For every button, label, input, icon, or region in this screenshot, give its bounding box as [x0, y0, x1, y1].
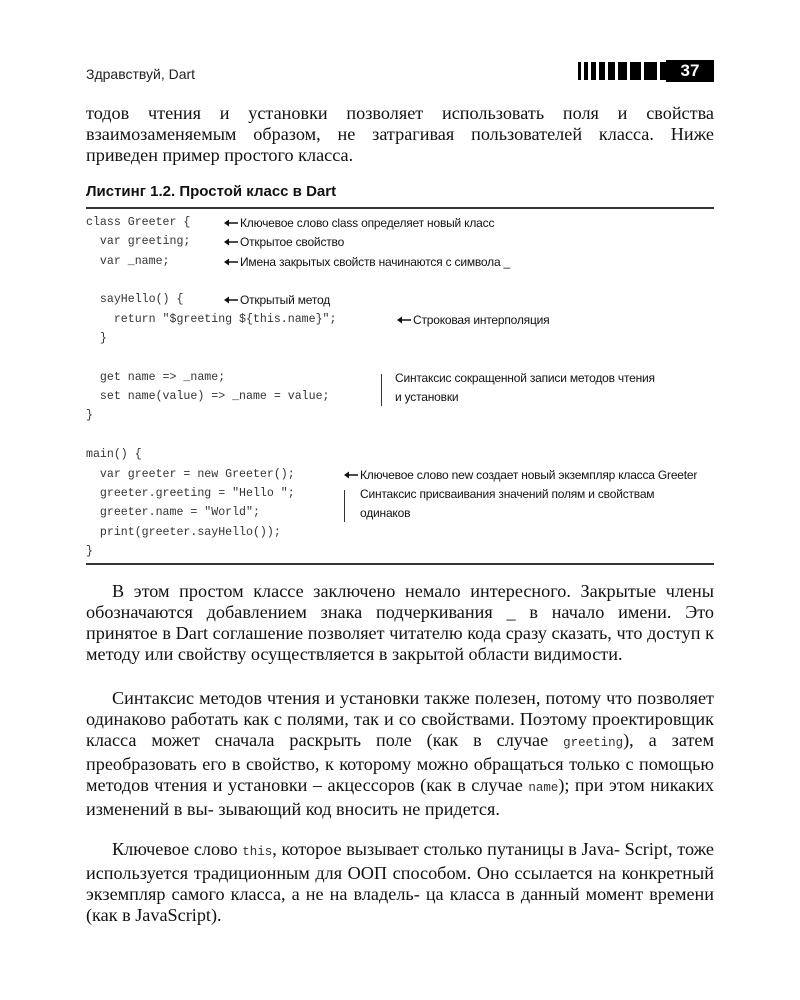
annotation-assignment-cont: одинаков: [360, 506, 411, 520]
paragraph-2: [86, 688, 714, 820]
arrow-left-icon: [224, 238, 238, 246]
text-line: можно обращаться только с помощью методов чтения и установки –: [86, 754, 715, 795]
text-line: акцессоров (как в случае: [327, 775, 529, 795]
paragraph-1: [86, 581, 714, 665]
bracket-bar: [344, 490, 345, 522]
annotation-private-names: Имена закрытых свойств начинаются с символа _: [240, 255, 511, 269]
code-line: sayHello() {: [86, 293, 184, 306]
page-number: 37: [666, 60, 714, 82]
text-line: сразу сказать, что доступ к методу или свойству осуществляется: [86, 623, 715, 664]
annotation-getter-setter: Синтаксис сокращенной записи методов чтения: [395, 371, 655, 385]
inline-code: this: [242, 845, 273, 859]
bracket-bar: [381, 374, 382, 406]
arrow-left-icon: [344, 471, 358, 479]
code-line: main() {: [86, 448, 142, 461]
text-line: в закрытой области видимости.: [378, 644, 623, 664]
code-line: return "$greeting ${this.name}";: [86, 313, 337, 326]
code-line: }: [86, 409, 93, 422]
code-line: print(greeter.sayHello());: [86, 526, 281, 539]
text-line: Синтаксис методов чтения и установки также полезен, потому что: [112, 688, 633, 708]
listing-top-rule: [86, 207, 714, 209]
text-line: , которое вызывает столько путаницы в Java-: [272, 839, 620, 859]
arrow-left-icon: [224, 296, 238, 304]
arrow-left-icon: [224, 258, 238, 266]
code-line: var greeting;: [86, 235, 191, 248]
text-line: ца класса в данный момент времени (как в JavaScript).: [86, 884, 714, 925]
code-line: }: [86, 545, 93, 558]
text-line: зывающий код вносить не придется.: [218, 799, 500, 819]
text-line: в случае: [473, 730, 564, 750]
intro-paragraph: [86, 103, 714, 166]
code-line: set name(value) => _name = value;: [86, 390, 330, 403]
text-line: взаимозаменяемым образом, не затрагивая пользователей класса.: [86, 124, 654, 144]
text-line: ), а затем преобразовать его в свойство, к которому: [86, 730, 714, 774]
code-line: greeter.greeting = "Hello ";: [86, 487, 295, 500]
inline-code: name: [528, 781, 559, 795]
text-line: имени. Это принятое в Dart соглашение позволяет читателю кода: [86, 602, 715, 643]
code-line: class Greeter {: [86, 216, 191, 229]
text-line: позволяет одинаково работать как с полями, так и со свойствами.: [86, 688, 715, 729]
running-head: Здравствуй, Dart: [86, 66, 196, 82]
text-line: Поэтому проектировщик класса может сначала раскрыть поле (как: [86, 709, 714, 750]
text-line: Ключевое слово: [112, 839, 243, 859]
arrow-left-icon: [224, 219, 238, 227]
text-line: В этом простом классе заключено немало интересного. Закрытые: [112, 581, 657, 601]
text-line: Script, тоже используется традиционным для ООП способом. Оно: [86, 839, 714, 883]
annotation-string-interpolation: Строковая интерполяция: [413, 313, 550, 327]
code-line: var greeter = new Greeter();: [86, 468, 295, 481]
listing-bottom-rule: [86, 563, 714, 565]
annotation-public-method: Открытый метод: [240, 293, 331, 307]
text-line: ссылается на конкретный экземпляр самого класса, а не на владель-: [86, 863, 714, 904]
header-decoration: [578, 62, 678, 80]
code-line: greeter.name = "World";: [86, 506, 260, 519]
annotation-public-property: Открытое свойство: [240, 235, 345, 249]
arrow-left-icon: [397, 316, 411, 324]
code-line: get name => _name;: [86, 371, 226, 384]
annotation-class: Ключевое слово class определяет новый класс: [240, 216, 495, 230]
code-line: }: [86, 332, 107, 345]
text-line: ); при этом никаких изменений в вы-: [86, 775, 715, 819]
text-line: тодов чтения и установки позволяет использовать поля и свойства: [86, 103, 714, 123]
listing-title: Листинг 1.2. Простой класс в Dart: [86, 183, 337, 200]
text-line: члены обозначаются добавлением знака подчеркивания _ в начало: [86, 581, 715, 622]
annotation-assignment: Синтаксис присваивания значений полям и свойствам: [360, 487, 655, 501]
code-line: var _name;: [86, 255, 170, 268]
inline-code: greeting: [563, 736, 624, 750]
annotation-getter-setter-cont: и установки: [395, 390, 459, 404]
annotation-new-keyword: Ключевое слово new создает новый экземпляр класса Greeter: [360, 468, 698, 482]
paragraph-3: [86, 839, 714, 926]
text-line: Ниже приведен пример простого класса.: [86, 124, 714, 165]
